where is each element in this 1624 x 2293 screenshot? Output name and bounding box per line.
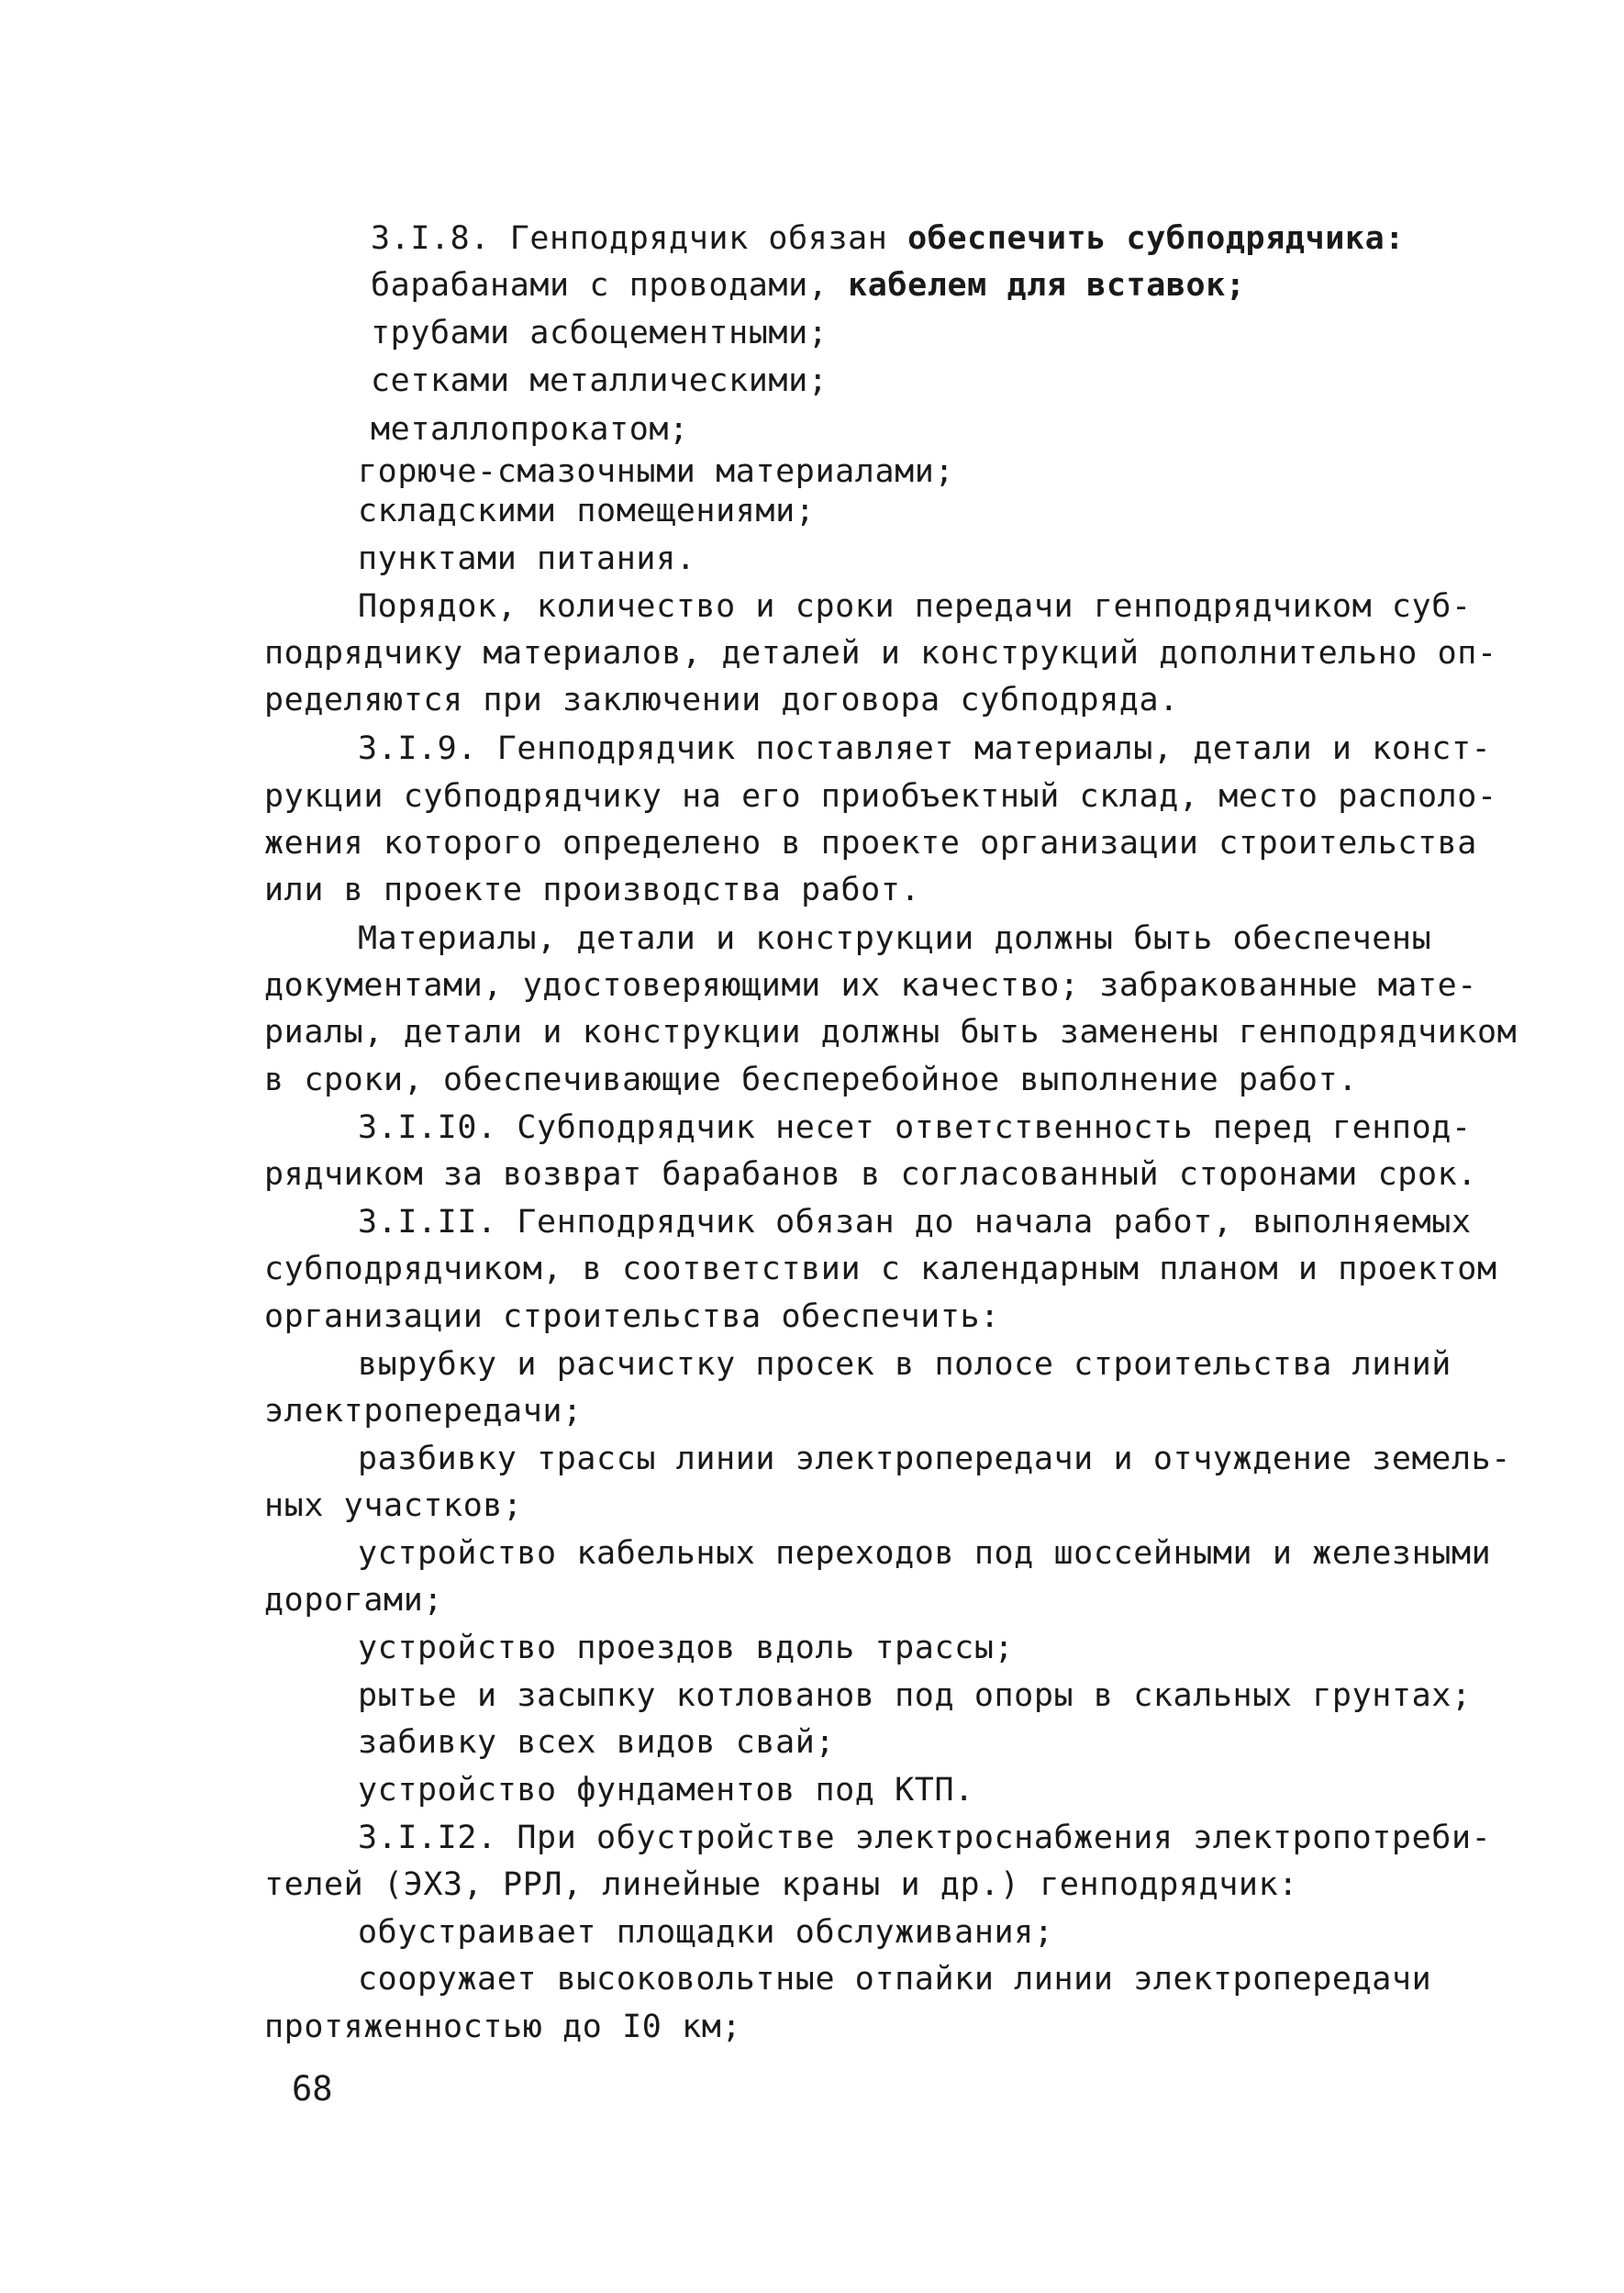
text-line: сооружает высоковольтные отпайки линии электропередачи — [358, 1961, 1432, 1998]
text-line: трубами асбоцементными; — [371, 315, 829, 351]
text-line: забивку всех видов свай; — [358, 1724, 836, 1761]
text-line: организации строительства обеспечить: — [264, 1298, 1000, 1335]
text-line: риалы, детали и конструкции должны быть заменены генподрядчиком — [264, 1014, 1518, 1051]
text-line: субподрядчиком, в соответствии с календарным планом и проектом — [264, 1251, 1497, 1287]
text-line: разбивку трассы линии электропередачи и отчуждение земель- — [358, 1441, 1511, 1477]
text-segment-bold: кабелем для вставок; — [848, 267, 1246, 304]
page-number: 68 — [292, 2069, 333, 2109]
text-line: вырубку и расчистку просек в полосе строительства линий — [358, 1346, 1452, 1383]
text-line: 3.I.9. Генподрядчик поставляет материалы, детали и конст- — [358, 730, 1492, 767]
text-line — [371, 265, 1246, 306]
text-line: Материалы, детали и конструкции должны быть обеспечены — [358, 920, 1432, 957]
text-line: рытье и засыпку котлованов под опоры в скальных грунтах; — [358, 1677, 1472, 1714]
text-line: или в проекте производства работ. — [264, 872, 921, 908]
text-line: Порядок, количество и сроки передачи генподрядчиком суб- — [358, 588, 1472, 625]
text-line: устройство кабельных переходов под шоссейными и железными — [358, 1535, 1492, 1572]
text-line: протяженностью до I0 км; — [264, 2009, 742, 2045]
text-segment: 3.I.8. Генподрядчик обязан — [371, 220, 908, 257]
text-segment: барабанами с проводами, — [371, 267, 849, 304]
text-line: в сроки, обеспечивающие бесперебойное выполнение работ. — [264, 1062, 1358, 1098]
text-line: дорогами; — [264, 1582, 444, 1619]
text-line: обустраивает площадки обслуживания; — [358, 1914, 1054, 1951]
text-line: металлопрокатом; — [371, 411, 689, 448]
text-line: складскими помещениями; — [358, 493, 816, 529]
text-line: пунктами питания. — [358, 540, 696, 577]
text-line: рядчиком за возврат барабанов в согласованный сторонами срок. — [264, 1156, 1477, 1193]
text-line: 3.I.I0. Субподрядчик несет ответственность перед генпод- — [358, 1109, 1472, 1146]
text-line: 3.I.II. Генподрядчик обязан до начала работ, выполняемых — [358, 1204, 1472, 1241]
text-line: ределяются при заключении договора субподряда. — [264, 682, 1179, 718]
text-line: ных участков; — [264, 1487, 523, 1524]
text-line: телей (ЭХЗ, РРЛ, линейные краны и др.) генподрядчик: — [264, 1866, 1298, 1903]
text-line: подрядчику материалов, деталей и конструкций дополнительно оп- — [264, 635, 1497, 672]
text-line: документами, удостоверяющими их качество; забракованные мате- — [264, 967, 1477, 1004]
text-line: электропередачи; — [264, 1393, 583, 1430]
text-line: горюче-смазочными материалами; — [358, 453, 955, 490]
text-line: устройство проездов вдоль трассы; — [358, 1630, 1015, 1666]
text-line: рукции субподрядчику на его приобъектный склад, место располо- — [264, 778, 1497, 815]
text-line: сетками металлическими; — [371, 362, 829, 399]
text-line: жения которого определено в проекте организации строительства — [264, 825, 1477, 862]
text-line: 3.I.I2. При обустройстве электроснабжения электропотреби- — [358, 1820, 1492, 1856]
text-segment-bold: обеспечить субподрядчика: — [907, 220, 1405, 257]
text-line: устройство фундаментов под КТП. — [358, 1772, 974, 1809]
text-line — [371, 218, 1405, 259]
